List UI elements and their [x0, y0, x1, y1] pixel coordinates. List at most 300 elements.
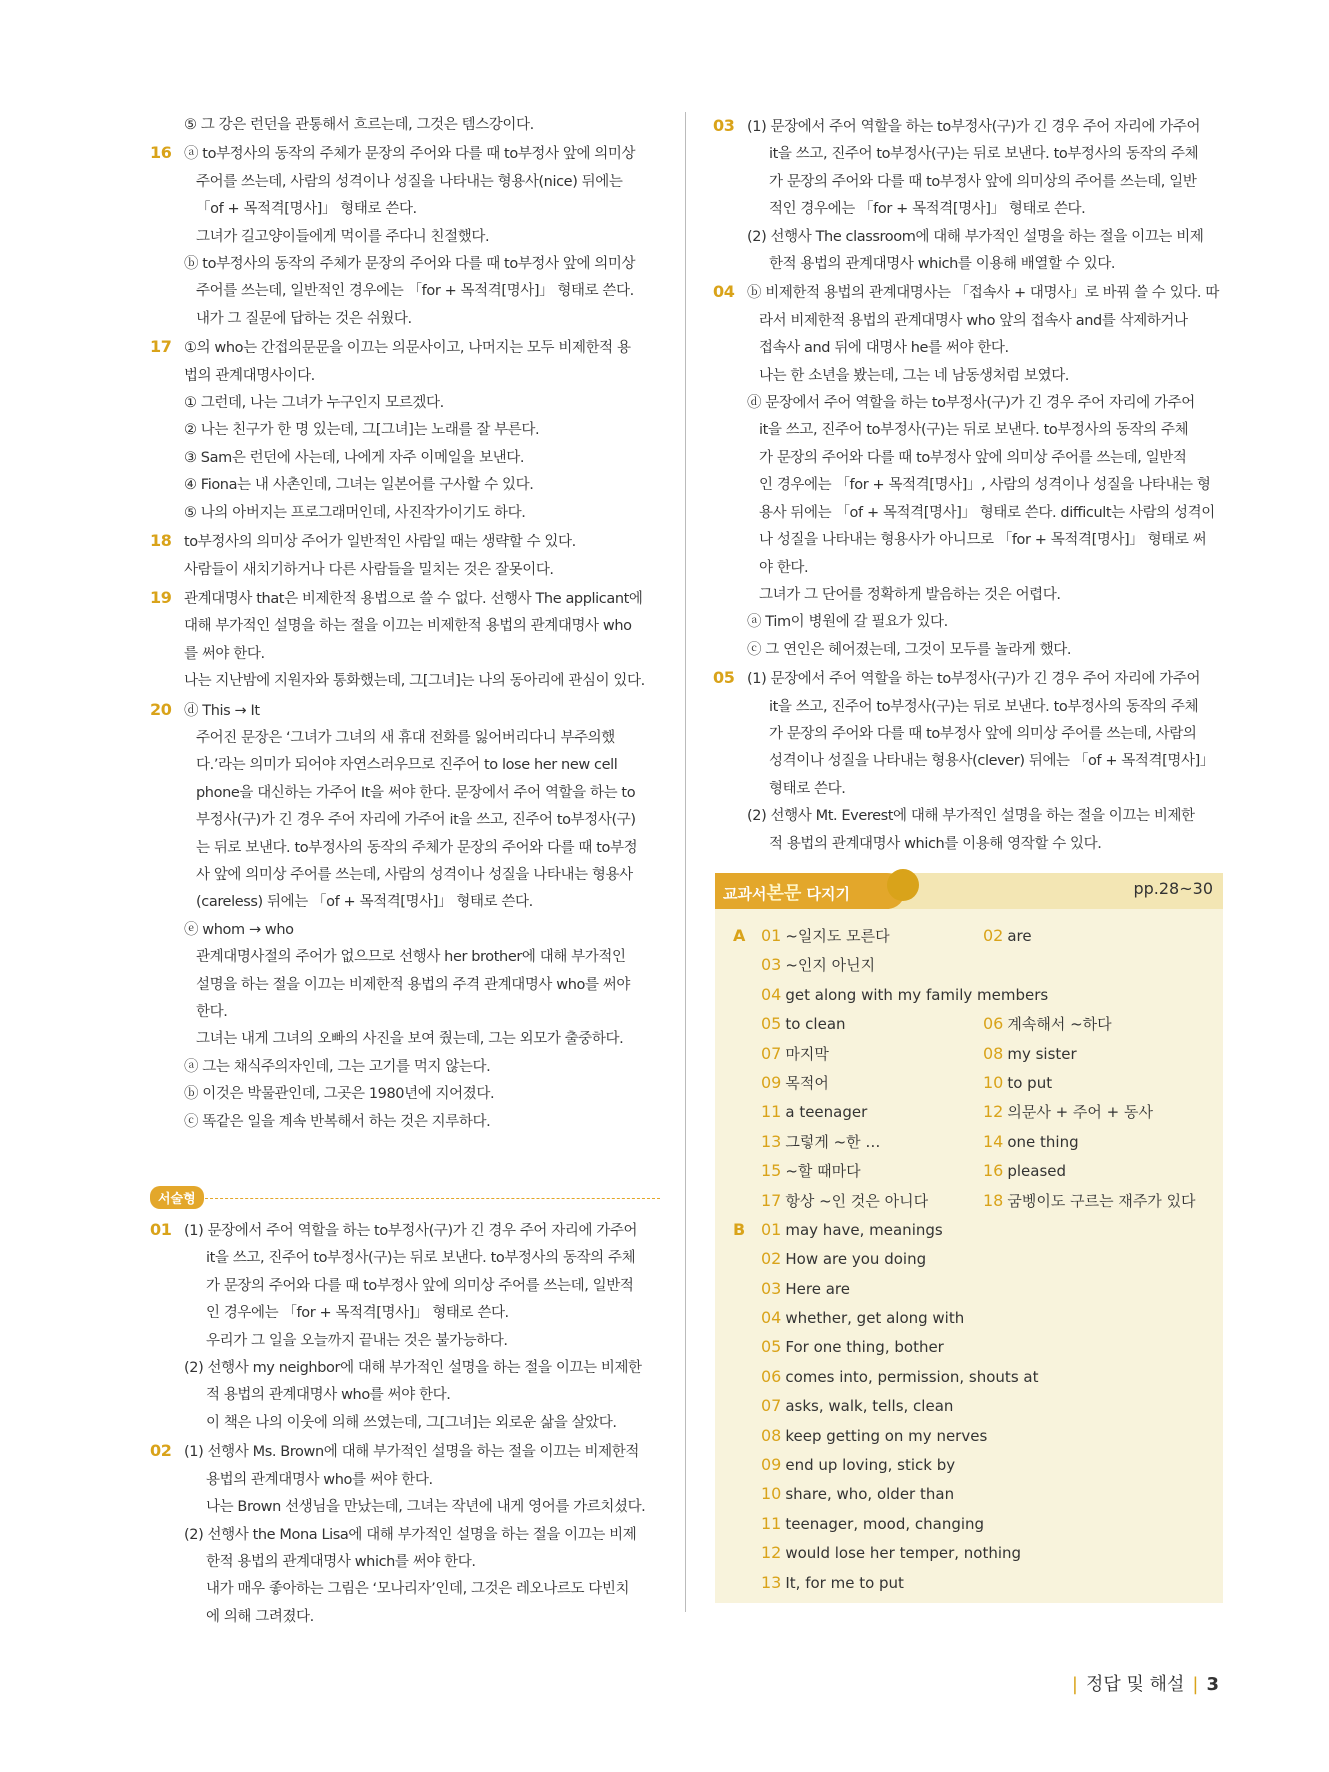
- item-answer: How are you doing: [785, 1250, 927, 1269]
- item-number: 02: [761, 1249, 782, 1269]
- item-number: 09: [761, 1455, 782, 1475]
- answer-text: 에 의해 그려졌다.: [206, 1608, 314, 1625]
- answer-text: (1) 문장에서 주어 역할을 하는 to부정사(구)가 긴 경우 주어 자리에 가주어: [184, 1223, 638, 1240]
- answer-text: ⓓ This → It: [184, 702, 260, 719]
- answer-cell: [761, 1450, 955, 1480]
- item-number: 03: [761, 1278, 782, 1298]
- answer-line: [713, 251, 1225, 278]
- item-number: 06: [983, 1014, 1004, 1034]
- answer-text: 내가 그 질문에 답하는 것은 쉬웠다.: [196, 310, 412, 327]
- box-row: [733, 1538, 1213, 1567]
- answer-line: [713, 335, 1225, 362]
- item-number: 18: [983, 1190, 1004, 1210]
- answer-item: [150, 1216, 660, 1245]
- answer-line: [150, 641, 660, 668]
- item-number: 01: [761, 1219, 782, 1239]
- answer-text: 한적 용법의 관계대명사 which를 이용해 배열할 수 있다.: [769, 256, 1116, 273]
- answer-text: 우리가 그 일을 오늘까지 끝내는 것은 불가능하다.: [206, 1332, 508, 1349]
- answer-cell: [983, 1156, 1066, 1186]
- answer-item: [713, 278, 1225, 307]
- answer-text: 주어를 쓰는데, 사람의 성격이나 성질을 나타내는 형용사(nice) 뒤에는: [196, 173, 623, 190]
- item-number: 06: [761, 1366, 782, 1386]
- item-number: 13: [761, 1131, 782, 1151]
- item-number: 03: [761, 955, 782, 975]
- box-pages: pp.28~30: [1133, 879, 1213, 898]
- answer-line: [150, 999, 660, 1026]
- question-number: 01: [150, 1220, 172, 1240]
- box-row: [733, 1097, 1213, 1126]
- box-row: [733, 1362, 1213, 1391]
- answer-text: 성격이나 성질을 나타내는 형용사(clever) 뒤에는 「of + 목적격[명사]」: [769, 753, 1214, 770]
- answer-cell: [761, 1391, 953, 1421]
- answer-item: [713, 664, 1225, 693]
- answer-text: (1) 선행사 Ms. Brown에 대해 부가적인 설명을 하는 절을 이끄는 비제한적: [184, 1444, 639, 1461]
- answer-text: 적 용법의 관계대명사 which를 이용해 영작할 수 있다.: [769, 835, 1102, 852]
- answer-cell: [983, 921, 1032, 951]
- box-row: [733, 1450, 1213, 1479]
- item-number: 10: [761, 1484, 782, 1504]
- answer-text: phone을 대신하는 가주어 It을 써야 한다. 문장에서 주어 역할을 하는 to: [196, 784, 636, 801]
- section-rule: [200, 1198, 660, 1199]
- item-answer: end up loving, stick by: [785, 1456, 956, 1475]
- answer-item: [150, 333, 660, 362]
- box-row: [733, 1421, 1213, 1450]
- answer-text: ⓒ 그 연인은 헤어졌는데, 그것이 모두를 놀라게 했다.: [747, 641, 1072, 658]
- item-answer: one thing: [1007, 1132, 1079, 1151]
- answer-text: 나는 Brown 선생님을 만났는데, 그녀는 작년에 내게 영어를 가르치셨다.: [206, 1499, 646, 1516]
- answer-text: ⓑ 비제한적 용법의 관계대명사는 「접속사 + 대명사」로 바꿔 쓸 수 있다. 따: [747, 285, 1219, 302]
- answer-text: 사 앞에 의미상 주어를 쓰는데, 사람의 성격이나 성질을 나타내는 형용사: [196, 866, 633, 883]
- item-answer: 목적어: [785, 1073, 829, 1092]
- answer-line: [713, 363, 1225, 390]
- item-number: 12: [761, 1543, 782, 1563]
- answer-text: 주어를 쓰는데, 일반적인 경우에는 「for + 목적격[명사]」 형태로 쓴다.: [196, 283, 634, 300]
- item-answer: whether, get along with: [785, 1309, 965, 1328]
- part-label: A: [733, 926, 746, 945]
- item-answer: share, who, older than: [785, 1485, 955, 1504]
- answer-line: [150, 224, 660, 251]
- box-row: [733, 1156, 1213, 1185]
- box-row: [733, 1303, 1213, 1332]
- item-answer: pleased: [1007, 1162, 1067, 1181]
- answer-text: 설명을 하는 절을 이끄는 비제한적 용법의 주격 관계대명사 who를 써야: [196, 976, 630, 993]
- answer-line: [713, 609, 1225, 636]
- item-answer: to put: [1007, 1073, 1053, 1092]
- answer-line: [150, 668, 660, 695]
- answer-cell: [761, 1156, 861, 1186]
- answer-text: ⓑ to부정사의 동작의 주체가 문장의 주어와 다를 때 to부정사 앞에 의미상: [184, 256, 636, 273]
- answer-cell: [983, 1127, 1079, 1157]
- item-answer: would lose her temper, nothing: [785, 1544, 1022, 1563]
- answer-line: [150, 1549, 660, 1576]
- answer-line: [713, 555, 1225, 582]
- answer-line: [713, 637, 1225, 664]
- answer-line: [150, 306, 660, 333]
- box-row: [733, 1127, 1213, 1156]
- item-number: 13: [761, 1572, 782, 1592]
- box-row: [733, 1244, 1213, 1273]
- answer-text: it을 쓰고, 진주어 to부정사(구)는 뒤로 보낸다. to부정사의 동작의 주체: [759, 422, 1189, 439]
- answer-line: [150, 725, 660, 752]
- item-answer: to clean: [785, 1015, 846, 1034]
- answer-text: ①의 who는 간접의문문을 이끄는 의문사이고, 나머지는 모두 비제한적 용: [184, 340, 631, 357]
- answer-cell: [983, 1068, 1052, 1098]
- answer-line: [150, 835, 660, 862]
- box-row: [733, 1068, 1213, 1097]
- question-number: 19: [150, 587, 172, 607]
- item-number: 04: [761, 984, 782, 1004]
- section-header: [150, 1186, 660, 1212]
- answer-text: (1) 문장에서 주어 역할을 하는 to부정사(구)가 긴 경우 주어 자리에 가주어: [747, 671, 1201, 688]
- part-label: B: [733, 1219, 746, 1239]
- answer-item: [713, 112, 1225, 141]
- answer-text: 적 용법의 관계대명사 who를 써야 한다.: [206, 1387, 451, 1404]
- textbook-review-box: [715, 873, 1223, 1603]
- answer-text: 「of + 목적격[명사]」 형태로 쓴다.: [196, 201, 417, 218]
- answer-text: 라서 비제한적 용법의 관계대명사 who 앞의 접속사 and를 삭제하거나: [759, 312, 1188, 329]
- answer-line: [713, 831, 1225, 858]
- answer-line: [713, 694, 1225, 721]
- box-row: [733, 1215, 1213, 1244]
- answer-text: 대해 부가적인 설명을 하는 절을 이끄는 비제한적 용법의 관계대명사 who: [184, 618, 632, 635]
- answer-text: 나는 한 소년을 봤는데, 그는 네 남동생처럼 보였다.: [759, 367, 1070, 384]
- answer-line: [150, 445, 660, 472]
- question-number: 20: [150, 699, 172, 719]
- answer-cell: [761, 1009, 846, 1039]
- footer-separator: |: [1192, 1674, 1199, 1695]
- answer-line: [150, 1576, 660, 1603]
- answer-line: [150, 1054, 660, 1081]
- box-row: [733, 980, 1213, 1009]
- box-header: [715, 873, 1223, 911]
- answer-line: [150, 807, 660, 834]
- box-row: [733, 1391, 1213, 1420]
- box-title-circle: [887, 869, 919, 901]
- answer-line: [150, 1245, 660, 1272]
- answer-line: [150, 1604, 660, 1631]
- answer-text: 주어진 문장은 ‘그녀가 그녀의 새 휴대 전화를 잃어버리다니 부주의했: [196, 729, 615, 746]
- box-row: [733, 1039, 1213, 1068]
- answer-line: [713, 169, 1225, 196]
- answer-text: 가 문장의 주어와 다를 때 to부정사 앞에 의미상의 주어를 쓰는데, 일반: [769, 173, 1197, 190]
- answer-line: [150, 169, 660, 196]
- answer-text: ⑤ 그 강은 런던을 관통해서 흐르는데, 그것은 템스강이다.: [184, 117, 534, 133]
- item-number: 08: [761, 1425, 782, 1445]
- answer-text: 는 뒤로 보낸다. to부정사의 동작의 주체가 문장의 주어와 다를 때 to부정: [196, 839, 638, 856]
- answer-text: 가 문장의 주어와 다를 때 to부정사 앞에 의미상 주어를 쓰는데, 일반적: [206, 1277, 634, 1294]
- answer-line: [150, 917, 660, 944]
- answer-cell: [761, 1097, 867, 1127]
- answer-text: 적인 경우에는 「for + 목적격[명사]」 형태로 쓴다.: [769, 201, 1086, 218]
- answer-text: ③ Sam은 런던에 사는데, 나에게 자주 이메일을 보낸다.: [184, 449, 525, 466]
- answer-cell: [761, 1421, 987, 1451]
- item-answer: 의문사 + 주어 + 동사: [1007, 1103, 1153, 1122]
- answer-line: [713, 224, 1225, 251]
- answer-cell: [761, 1244, 926, 1274]
- answer-line: [150, 1494, 660, 1521]
- section-gap: [150, 1136, 660, 1176]
- item-answer: are: [1007, 927, 1032, 945]
- item-answer: 계속해서 ~하다: [1007, 1015, 1112, 1034]
- answer-line: [713, 308, 1225, 335]
- item-number: 10: [983, 1072, 1004, 1092]
- item-answer: teenager, mood, changing: [785, 1514, 985, 1533]
- answer-cell: [983, 1186, 1196, 1216]
- box-row: [733, 1479, 1213, 1508]
- answer-text: 내가 매우 좋아하는 그림은 ‘모나리자’인데, 그것은 레오나르도 다빈치: [206, 1581, 630, 1598]
- answer-line: [150, 1026, 660, 1053]
- answer-cell: [761, 1509, 984, 1539]
- answer-line: [150, 1355, 660, 1382]
- answer-text: 한적 용법의 관계대명사 which를 써야 한다.: [206, 1553, 476, 1570]
- item-answer: 그렇게 ~한 …: [785, 1132, 881, 1151]
- item-answer: For one thing, bother: [785, 1338, 944, 1357]
- question-number: 02: [150, 1441, 172, 1461]
- answer-text: 그녀가 그 단어를 정확하게 발음하는 것은 어렵다.: [759, 586, 1061, 603]
- answer-line: [713, 445, 1225, 472]
- item-number: 11: [761, 1102, 782, 1122]
- page-footer: [1064, 1670, 1219, 1696]
- item-answer: my sister: [1007, 1044, 1077, 1063]
- item-answer: a teenager: [785, 1103, 868, 1122]
- answer-line: [150, 390, 660, 417]
- footer-separator: |: [1071, 1674, 1078, 1695]
- answer-line: [150, 1410, 660, 1437]
- answer-text: 다.’라는 의미가 되어야 자연스러우므로 진주어 to lose her new cell: [196, 757, 618, 774]
- answer-cell: [761, 980, 1048, 1010]
- box-row: [733, 950, 1213, 979]
- answer-line: [150, 1467, 660, 1494]
- answer-cell: [761, 921, 890, 951]
- answer-text: 법의 관계대명사이다.: [184, 367, 315, 384]
- answer-line: [150, 363, 660, 390]
- answer-cell: [761, 1068, 829, 1098]
- answer-cell: [983, 1097, 1153, 1127]
- answer-item: [150, 1437, 660, 1466]
- box-title-big: 본문: [766, 883, 802, 904]
- answer-text: ⓓ 문장에서 주어 역할을 하는 to부정사(구)가 긴 경우 주어 자리에 가주어: [747, 395, 1195, 412]
- answer-line: [150, 1328, 660, 1355]
- answer-text: 나 성질을 나타내는 형용사가 아니므로 「for + 목적격[명사]」 형태로 써: [759, 532, 1207, 549]
- box-row: [733, 1009, 1213, 1038]
- answer-text: to부정사의 의미상 주어가 일반적인 사람일 때는 생략할 수 있다.: [184, 534, 576, 551]
- answer-line: [150, 472, 660, 499]
- box-row: [733, 921, 1213, 950]
- question-number: 03: [713, 116, 735, 135]
- answer-item: [150, 584, 660, 613]
- answer-line: [150, 1300, 660, 1327]
- item-answer: keep getting on my nerves: [785, 1426, 988, 1445]
- answer-line: [150, 862, 660, 889]
- answer-item: [150, 527, 660, 556]
- item-number: 07: [761, 1396, 782, 1416]
- answer-line: [150, 780, 660, 807]
- answer-text: it을 쓰고, 진주어 to부정사(구)는 뒤로 보낸다. to부정사의 동작의 주체: [206, 1250, 636, 1267]
- item-answer: ~일지도 모른다: [785, 927, 890, 945]
- item-number: 05: [761, 1014, 782, 1034]
- section-badge: 서술형: [150, 1186, 204, 1209]
- item-number: 04: [761, 1308, 782, 1328]
- answer-line: [150, 944, 660, 971]
- answer-text: ⓑ 이것은 박물관인데, 그곳은 1980년에 지어졌다.: [184, 1086, 495, 1103]
- answer-text: 인 경우에는 「for + 목적격[명사]」 형태로 쓴다.: [206, 1305, 509, 1322]
- answer-cell: [983, 1009, 1112, 1039]
- answer-text: 관계대명사절의 주어가 없으므로 선행사 her brother에 대해 부가적인: [196, 949, 626, 966]
- question-number: 05: [713, 668, 735, 688]
- item-number: 17: [761, 1190, 782, 1210]
- answer-cell: [761, 950, 875, 980]
- answer-text: 그녀가 길고양이들에게 먹이를 주다니 친절했다.: [196, 228, 490, 245]
- box-row: [733, 1568, 1213, 1597]
- item-number: 05: [761, 1337, 782, 1357]
- answer-item: [150, 696, 660, 725]
- answer-line: [150, 251, 660, 278]
- answer-line: [713, 776, 1225, 803]
- answer-line: [713, 748, 1225, 775]
- answer-line: [713, 141, 1225, 168]
- answer-cell: [761, 1127, 880, 1157]
- answer-text: ⓐ 그는 채식주의자인데, 그는 고기를 먹지 않는다.: [184, 1058, 491, 1075]
- answer-line: [150, 278, 660, 305]
- answer-line: [150, 972, 660, 999]
- item-number: 11: [761, 1513, 782, 1533]
- answer-line: [150, 112, 660, 139]
- answer-text: 관계대명사 that은 비제한적 용법으로 쓸 수 없다. 선행사 The applicant에: [184, 590, 643, 607]
- answer-text: 를 써야 한다.: [184, 645, 265, 662]
- answer-line: [150, 557, 660, 584]
- answer-cell: [761, 1362, 1038, 1392]
- answer-cell: [761, 1332, 944, 1362]
- answer-text: 한다.: [196, 1004, 228, 1020]
- answer-text: it을 쓰고, 진주어 to부정사(구)는 뒤로 보낸다. to부정사의 동작의 주체: [769, 146, 1199, 163]
- item-number: 08: [983, 1043, 1004, 1063]
- answer-text: 가 문장의 주어와 다를 때 to부정사 앞에 의미상 주어를 쓰는데, 일반적: [759, 449, 1187, 466]
- item-answer: Here are: [785, 1279, 850, 1298]
- item-answer: may have, meanings: [785, 1220, 943, 1239]
- answer-cell: [761, 1479, 954, 1509]
- answer-cell: [761, 1039, 829, 1069]
- item-number: 07: [761, 1043, 782, 1063]
- answer-line: [713, 472, 1225, 499]
- answer-line: [713, 500, 1225, 527]
- left-column: [150, 112, 660, 1631]
- answer-cell: [761, 1186, 928, 1216]
- right-column: [713, 112, 1225, 858]
- footer-label: 정답 및 해설: [1086, 1674, 1185, 1695]
- box-title-small: 교과서: [723, 885, 767, 903]
- item-answer: ~할 때마다: [785, 1162, 861, 1181]
- answer-text: (2) 선행사 The classroom에 대해 부가적인 설명을 하는 절을 이끄는 비제: [747, 228, 1204, 245]
- answer-text: ⓒ 똑같은 일을 계속 반복해서 하는 것은 지루하다.: [184, 1113, 491, 1130]
- answer-text: 인 경우에는 「for + 목적격[명사]」, 사람의 성격이나 성질을 나타내는 형: [759, 477, 1211, 494]
- box-answers: [733, 921, 1213, 1597]
- answer-cell: [761, 1568, 904, 1598]
- answer-text: 용법의 관계대명사 who를 써야 한다.: [206, 1471, 433, 1488]
- answer-cell: [761, 1274, 850, 1304]
- answer-text: 용사 뒤에는 「of + 목적격[명사]」 형태로 쓴다. difficult는 사람의 성격이: [759, 504, 1215, 521]
- answer-line: [713, 390, 1225, 417]
- column-divider: [685, 112, 686, 1612]
- answer-text: 형태로 쓴다.: [769, 780, 846, 797]
- answer-line: [150, 500, 660, 527]
- answer-line: [150, 613, 660, 640]
- answer-line: [150, 1109, 660, 1136]
- answer-text: it을 쓰고, 진주어 to부정사(구)는 뒤로 보낸다. to부정사의 동작의 주체: [769, 698, 1199, 715]
- answer-text: (2) 선행사 Mt. Everest에 대해 부가적인 설명을 하는 절을 이끄는 비제한: [747, 808, 1195, 825]
- answer-line: [150, 1081, 660, 1108]
- answer-text: (2) 선행사 the Mona Lisa에 대해 부가적인 설명을 하는 절을 이끄는 비제: [184, 1526, 637, 1543]
- box-row: [733, 1332, 1213, 1361]
- answer-cell: [761, 1538, 1021, 1568]
- answer-cell: [761, 1303, 964, 1333]
- item-number: 14: [983, 1131, 1004, 1151]
- item-answer: It, for me to put: [785, 1573, 904, 1592]
- answer-text: (careless) 뒤에는 「of + 목적격[명사]」 형태로 쓴다.: [196, 894, 533, 911]
- answer-text: 사람들이 새치기하거나 다른 사람들을 밀치는 것은 잘못이다.: [184, 561, 554, 578]
- answer-line: [150, 1273, 660, 1300]
- answer-line: [150, 417, 660, 444]
- item-answer: ~인지 아닌지: [785, 956, 876, 975]
- answer-line: [713, 721, 1225, 748]
- answer-text: ⑤ 나의 아버지는 프로그래머인데, 사진작가이기도 하다.: [184, 504, 526, 521]
- answer-text: ⓐ Tim이 병원에 갈 필요가 있다.: [747, 614, 948, 631]
- item-answer: comes into, permission, shouts at: [785, 1367, 1039, 1386]
- answer-item: [150, 139, 660, 168]
- item-answer: 항상 ~인 것은 아니다: [785, 1191, 929, 1210]
- item-answer: 굼벵이도 구르는 재주가 있다: [1007, 1191, 1196, 1210]
- box-row: [733, 1274, 1213, 1303]
- item-number: 16: [983, 1161, 1004, 1181]
- question-number: 17: [150, 337, 172, 357]
- item-number: 09: [761, 1072, 782, 1092]
- answer-text: 나는 지난밤에 지원자와 통화했는데, 그[그녀]는 나의 동아리에 관심이 있다.: [184, 673, 645, 690]
- box-title: [723, 879, 850, 905]
- question-number: 16: [150, 143, 172, 163]
- answer-text: 가 문장의 주어와 다를 때 to부정사 앞에 의미상 주어를 쓰는데, 사람의: [769, 725, 1197, 742]
- answer-cell: [983, 1039, 1077, 1069]
- item-number: 01: [761, 926, 782, 945]
- answer-text: 접속사 and 뒤에 대명사 he를 써야 한다.: [759, 340, 1009, 357]
- answer-line: [713, 803, 1225, 830]
- item-answer: asks, walk, tells, clean: [785, 1397, 954, 1416]
- answer-text: ⓔ whom → who: [184, 921, 294, 938]
- answer-text: ④ Fiona는 내 사촌인데, 그녀는 일본어를 구사할 수 있다.: [184, 477, 534, 494]
- question-number: 18: [150, 531, 172, 551]
- answer-text: ⓐ to부정사의 동작의 주체가 문장의 주어와 다를 때 to부정사 앞에 의미상: [184, 146, 636, 163]
- item-answer: get along with my family members: [785, 985, 1049, 1004]
- answer-line: [713, 582, 1225, 609]
- answer-line: [150, 196, 660, 223]
- item-number: 02: [983, 926, 1004, 945]
- item-number: 15: [761, 1161, 782, 1181]
- answer-text: 야 한다.: [759, 559, 809, 576]
- answer-text: (2) 선행사 my neighbor에 대해 부가적인 설명을 하는 절을 이끄는 비제한: [184, 1360, 642, 1377]
- answer-line: [713, 417, 1225, 444]
- answer-text: 그녀는 내게 그녀의 오빠의 사진을 보여 줬는데, 그는 외모가 출중하다.: [196, 1031, 624, 1048]
- question-number: 04: [713, 282, 735, 302]
- box-row: [733, 1509, 1213, 1538]
- answer-line: [150, 752, 660, 779]
- box-title-tail: 다지기: [806, 885, 850, 903]
- answer-cell: [761, 1215, 943, 1245]
- answer-text: (1) 문장에서 주어 역할을 하는 to부정사(구)가 긴 경우 주어 자리에 가주어: [747, 119, 1201, 135]
- page-number: 3: [1206, 1674, 1219, 1695]
- answer-line: [713, 196, 1225, 223]
- answer-text: ② 나는 친구가 한 명 있는데, 그[그녀]는 노래를 잘 부른다.: [184, 422, 540, 439]
- item-answer: 마지막: [785, 1044, 829, 1063]
- answer-text: 부정사(구)가 긴 경우 주어 자리에 가주어 it을 쓰고, 진주어 to부정사(구): [196, 812, 636, 829]
- answer-line: [150, 1382, 660, 1409]
